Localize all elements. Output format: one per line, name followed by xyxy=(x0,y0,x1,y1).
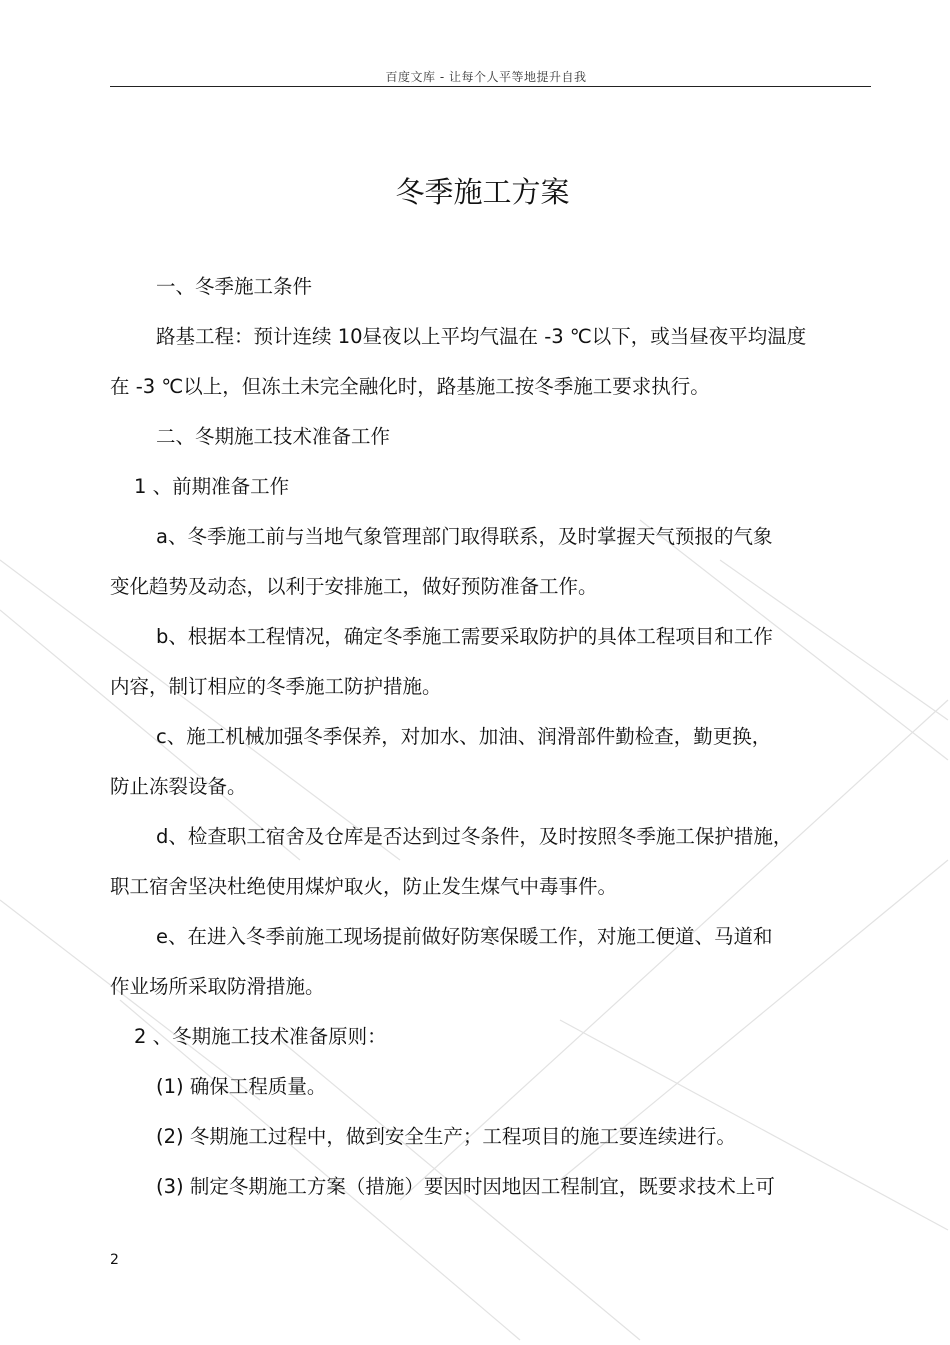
paragraph-line: 变化趋势及动态，以利于安排施工，做好预防准备工作。 xyxy=(110,575,598,598)
subsection-heading-2: 2 、冬期施工技术准备原则： xyxy=(134,1025,387,1048)
paragraph-line: b、根据本工程情况，确定冬季施工需要采取防护的具体工程项目和工作 xyxy=(156,625,773,648)
header-text: 百度文库 - 让每个人平等地提升自我 xyxy=(385,70,587,84)
page-number: 2 xyxy=(110,1252,119,1268)
paragraph-line: a、冬季施工前与当地气象管理部门取得联系，及时掌握天气预报的气象 xyxy=(156,525,773,548)
paragraph-line: c、施工机械加强冬季保养，对加水、加油、润滑部件勤检查，勤更换， xyxy=(156,725,772,748)
header-divider xyxy=(110,86,871,87)
list-item: (3) 制定冬期施工方案（措施）要因时因地因工程制宜，既要求技术上可 xyxy=(156,1175,775,1198)
paragraph-line: 作业场所采取防滑措施。 xyxy=(110,975,325,998)
paragraph-line: 职工宿舍坚决杜绝使用煤炉取火，防止发生煤气中毒事件。 xyxy=(110,875,618,898)
paragraph-line: 内容，制订相应的冬季施工防护措施。 xyxy=(110,675,442,698)
paragraph-line: 路基工程：预计连续 10昼夜以上平均气温在 -3 ℃以下，或当昼夜平均温度 xyxy=(156,325,807,348)
list-item: (1) 确保工程质量。 xyxy=(156,1075,327,1098)
section-heading-1: 一、冬季施工条件 xyxy=(156,275,313,298)
paragraph-line: d、检查职工宿舍及仓库是否达到过冬条件，及时按照冬季施工保护措施， xyxy=(156,825,793,848)
paragraph-line: 防止冻裂设备。 xyxy=(110,775,247,798)
subsection-heading-1: 1 、前期准备工作 xyxy=(134,475,290,498)
document-title: 冬季施工方案 xyxy=(395,175,570,209)
paragraph-line: e、在进入冬季前施工现场提前做好防寒保暖工作，对施工便道、马道和 xyxy=(156,925,773,948)
paragraph-line: 在 -3 ℃以上，但冻土未完全融化时，路基施工按冬季施工要求执行。 xyxy=(110,375,710,398)
list-item: (2) 冬期施工过程中，做到安全生产；工程项目的施工要连续进行。 xyxy=(156,1125,736,1148)
section-heading-2: 二、冬期施工技术准备工作 xyxy=(156,425,391,448)
